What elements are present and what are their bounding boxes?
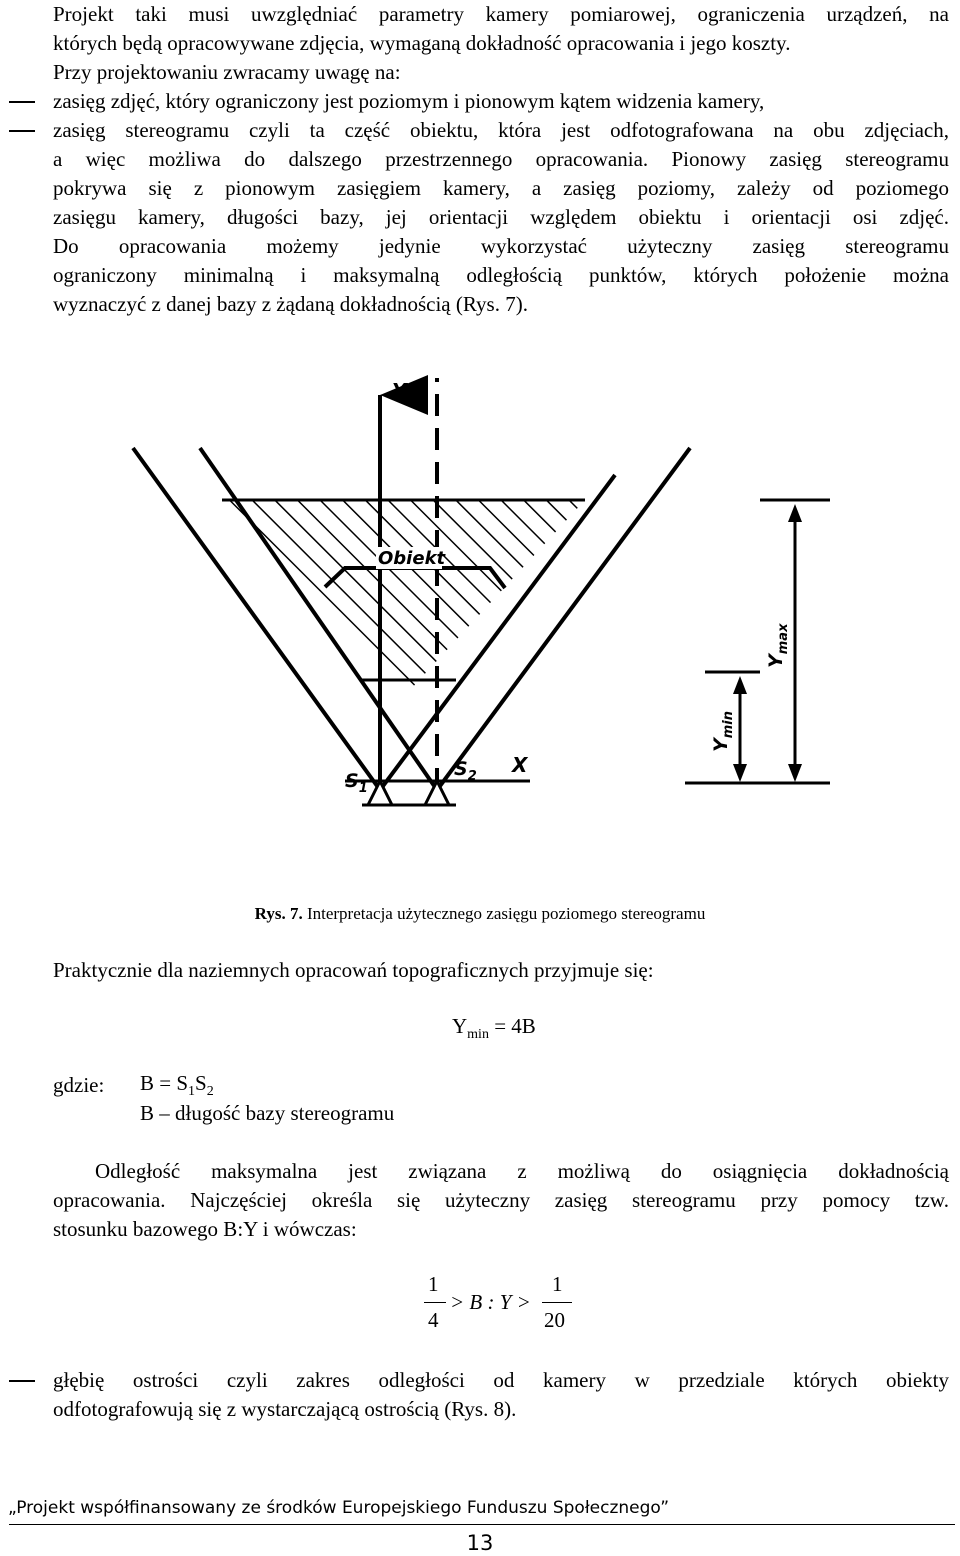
- ratio-left-numerator: 1: [428, 1272, 439, 1296]
- base-definition-formula: $B = S_1S_2$: [140, 1071, 214, 1100]
- ymin-formula: $Y_{min} = 4B$: [452, 1014, 536, 1043]
- design-considerations-intro: Przy projektowaniu zwracamy uwagę na:: [53, 60, 401, 84]
- paragraph-line: opracowania. Najczęściej określa się użyteczny zasięg stereogramu przy pomocy tzw.: [53, 1188, 949, 1212]
- figure-caption: [0, 903, 960, 925]
- bullet-3-paragraph: [53, 1366, 949, 1424]
- object-label: Obiekt: [378, 548, 446, 569]
- ratio-middle: > B : Y >: [450, 1290, 531, 1314]
- bullet-dash-3: [9, 1380, 35, 1382]
- intro-line-2: których będą opracowywane zdjęcia, wymaganą dokładność opracowania i jego koszty.: [53, 31, 791, 55]
- bullet-dash-2: [9, 130, 35, 132]
- ymin-label: $Y_{min}$: [710, 710, 736, 752]
- station-s1-label: $S_1$: [345, 770, 368, 796]
- stereogram-range-figure: [0, 360, 960, 880]
- footer-text: „Projekt współfinansowany ze środków Europejskiego Funduszu Społecznego”: [8, 1498, 670, 1518]
- ymax-label: $Y_{max}$: [765, 623, 791, 668]
- ratio-left-denominator: 4: [428, 1308, 439, 1332]
- bullet-2-line: pokrywa się z pionowym zasięgiem kamery, a zasięg poziomy, zależy od poziomego: [53, 176, 949, 200]
- page-number: 13: [466, 1531, 494, 1555]
- intro-line-1: Projekt taki musi uwzględniać parametry kamery pomiarowej, ograniczenia urządzeń, na: [53, 2, 949, 26]
- figure-caption-text: Interpretacja użytecznego zasięgu poziomego stereogramu: [302, 904, 706, 923]
- ratio-right-numerator: 1: [552, 1272, 563, 1296]
- bullet-2-line: Do opracowania możemy jedynie wykorzystać użyteczny zasięg stereogramu: [53, 234, 949, 258]
- y-axis-label: Y: [392, 379, 407, 403]
- x-axis-label: X: [512, 753, 528, 777]
- station-s2-label: $S_2$: [454, 758, 477, 784]
- station-s1-marker: [368, 781, 392, 805]
- intro-paragraph: [53, 0, 949, 58]
- bullet-3-line: głębię ostrości czyli zakres odległości od kamery w przedziale których obiekty: [53, 1368, 949, 1392]
- bullet-2-line: zasięgu kamery, długości bazy, jej orientacji względem obiektu i orientacji osi zdjęć.: [53, 205, 949, 229]
- max-distance-paragraph: [53, 1157, 949, 1244]
- bullet-2-line: a więc możliwa do dalszego przestrzennego opracowania. Pionowy zasięg stereogramu: [53, 147, 949, 171]
- base-definition-text: B – długość bazy stereogramu: [140, 1101, 395, 1125]
- paragraph-line: Odległość maksymalna jest związana z możliwą do osiągnięcia dokładnością: [95, 1159, 949, 1183]
- base-ratio-formula: [420, 1270, 590, 1340]
- bullet-2-line: zasięg stereogramu czyli ta część obiektu, która jest odfotografowana na obu zdjęciach,: [53, 118, 949, 142]
- bullet-dash-1: [9, 101, 35, 103]
- bullet-1-text: zasięg zdjęć, który ograniczony jest poziomym i pionowym kątem widzenia kamery,: [53, 89, 765, 113]
- station-s2-marker: [425, 781, 449, 805]
- bullet-2-line: ograniczony minimalną i maksymalną odległością punktów, których położenie można: [53, 263, 949, 287]
- figure-caption-number: Rys. 7.: [254, 904, 303, 923]
- bullet-3-line: odfotografowują się z wystarczającą ostrością (Rys. 8).: [53, 1397, 517, 1421]
- footer-divider: [9, 1524, 955, 1525]
- where-label: gdzie:: [53, 1073, 105, 1097]
- paragraph-line: stosunku bazowego B:Y i wówczas:: [53, 1217, 357, 1241]
- bullet-2-paragraph: [53, 116, 949, 319]
- bullet-2-line: wyznaczyć z danej bazy z żądaną dokładnością (Rys. 7).: [53, 292, 528, 316]
- practical-sentence: Praktycznie dla naziemnych opracowań topograficznych przyjmuje się:: [53, 958, 654, 982]
- ratio-right-denominator: 20: [544, 1308, 565, 1332]
